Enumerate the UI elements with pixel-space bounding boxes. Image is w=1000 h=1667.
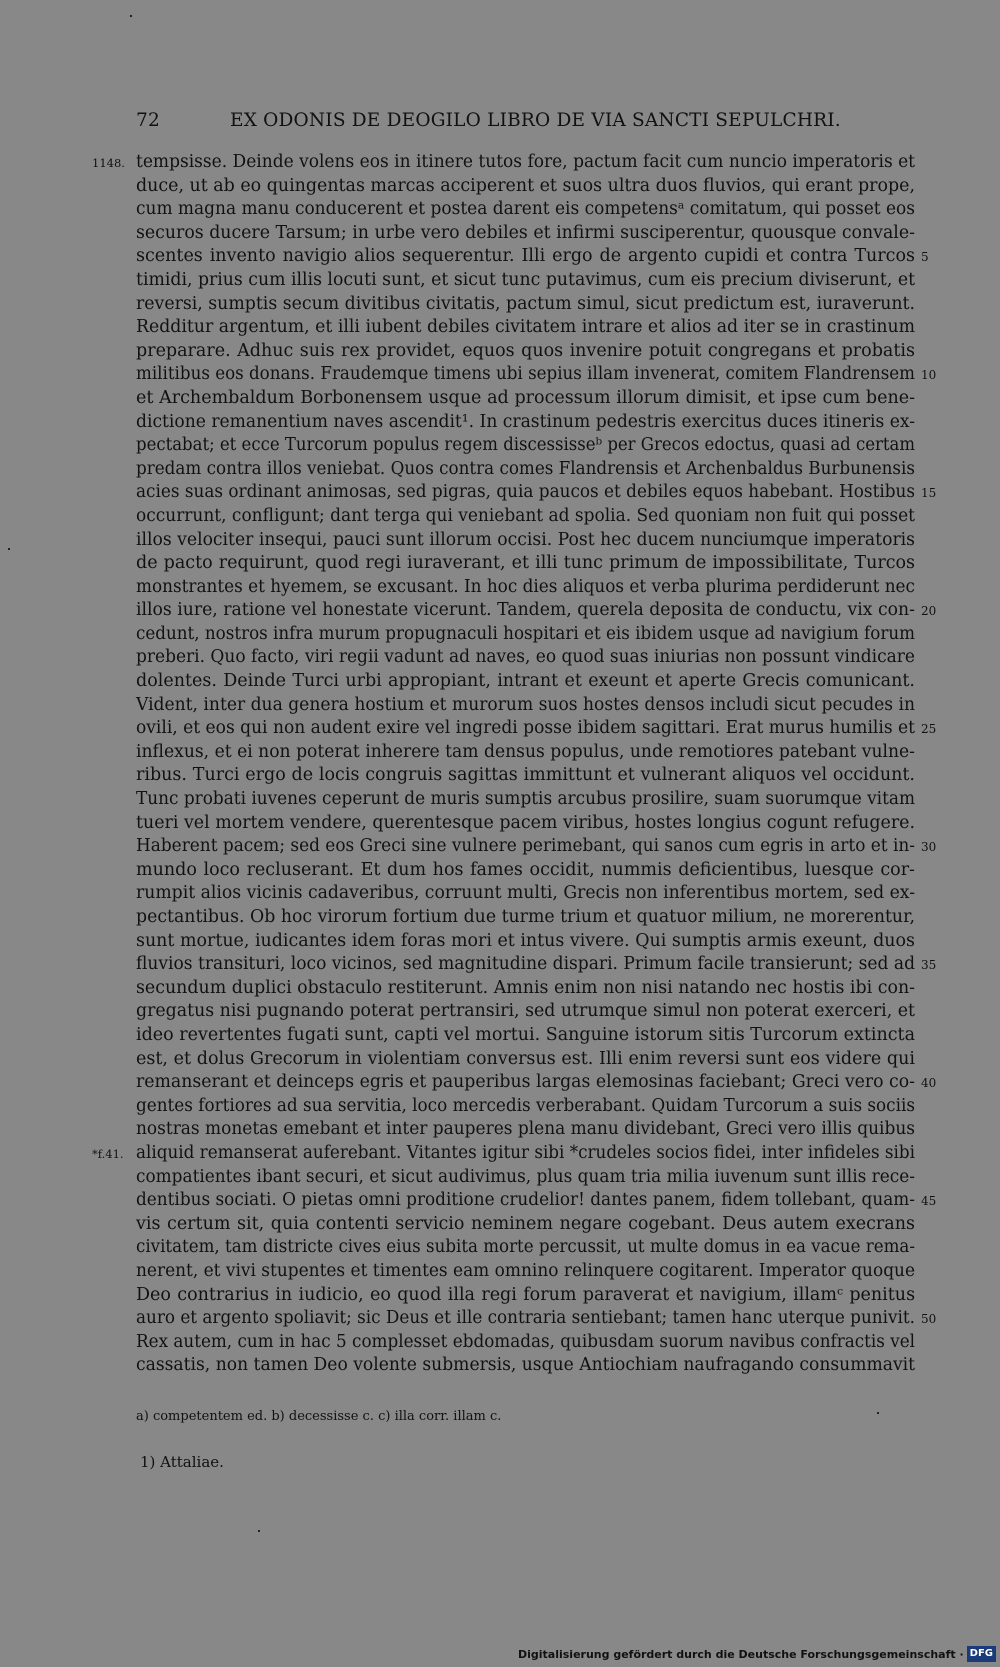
text-line-content: fluvios transituri, loco vicinos, sed magnitudine dispari. Primum facile transierunt; sed ad (136, 954, 916, 975)
line-number: 5 (921, 250, 929, 265)
text-line-content: gregatus nisi pugnando poterat pertransiri, sed utrumque simul non poterat exerceri, et (136, 1001, 915, 1022)
text-line-content: scentes invento navigio alios sequerentur. Illi ergo de argento cupidi et contra Turcos (136, 246, 915, 267)
text-line (136, 930, 915, 954)
text-line (136, 1331, 915, 1355)
text-line-content: mundo loco recluserant. Et dum hos fames occidit, nummis deficientibus, luesque cor- (136, 859, 915, 880)
text-line (92, 1142, 915, 1166)
text-line-content: preberi. Quo facto, viri regii vadunt ad naves, eo quod suas iniurias non possunt vindicare (136, 647, 915, 668)
text-line (136, 552, 915, 576)
text-line (136, 316, 915, 340)
text-line (136, 175, 915, 199)
footnote-1: 1) Attaliae. (140, 1453, 224, 1471)
text-line-content: et Archembaldum Borbonensem usque ad processum illorum dimisit, et ipse cum bene- (136, 387, 916, 408)
text-line (136, 1024, 915, 1048)
text-line (136, 1118, 915, 1142)
page-number: 72 (136, 110, 160, 131)
text-line (136, 835, 937, 859)
text-line (136, 458, 915, 482)
text-line-content: auro et argento spoliavit; sic Deus et ille contraria sentiebant; tamen hanc uterque punivit. (136, 1308, 915, 1329)
text-line-content: civitatem, tam districte cives eius subita morte percussit, ut multe domus in ea vacue rema- (136, 1237, 915, 1258)
text-line (136, 293, 915, 317)
text-line (136, 977, 915, 1001)
credit-text: Digitalisierung gefördert durch die Deutsche Forschungsgemeinschaft · (517, 1647, 964, 1661)
text-line (136, 363, 937, 387)
text-line-content: acies suas ordinant animosas, sed pigras, quia paucos et debiles equos habebant. Hostibus (136, 482, 916, 503)
text-line-content: timidi, prius cum illis locuti sunt, et sicut tunc putavimus, cum eis precium diviserunt, et (136, 269, 916, 290)
text-line-content: Tunc probati iuvenes ceperunt de muris sumptis arcubus prosilire, suam suorumque vitam (136, 789, 915, 810)
text-line (136, 1095, 915, 1119)
text-line-content: aliquid remanserat auferebant. Vitantes igitur sibi *crudeles socios fidei, inter infideles sibi (136, 1142, 915, 1163)
scan-speck (8, 548, 10, 550)
text-line (136, 1236, 915, 1260)
main-text (92, 151, 937, 1378)
text-line-content: cassatis, non tamen Deo volente submersis, usque Antiochiam naufragando consummavit (136, 1355, 916, 1376)
text-line (136, 340, 915, 364)
dfg-credit (518, 1645, 996, 1663)
text-line (136, 481, 937, 505)
text-line (136, 953, 937, 977)
text-line-content: Vident, inter dua genera hostium et murorum suos hostes densos includi sicut pecudes in (136, 694, 916, 715)
text-line-content: occurrunt, confligunt; dant terga qui veniebant ad spolia. Sed quoniam non fuit qui posset (136, 505, 915, 526)
line-number: 50 (921, 1312, 937, 1327)
text-line-content: monstrantes et hyemem, se excusant. In hoc dies aliquos et verba plurima perdiderunt nec (136, 576, 915, 597)
text-line (136, 741, 915, 765)
text-line (136, 198, 915, 222)
text-line (136, 812, 915, 836)
text-line-content: illos iure, ratione vel honestate vicerunt. Tandem, querela deposita de conductu, vix con- (136, 600, 915, 621)
text-line (136, 222, 915, 246)
text-line-content: dictione remanentium naves ascendit¹. In crastinum pedestris exercitus duces itineris ex- (136, 411, 916, 432)
text-line-content: nostras monetas emebant et inter pauperes plena manu dividebant, Greci vero illis quibus (136, 1119, 915, 1140)
text-line (136, 387, 915, 411)
text-line-content: cedunt, nostros infra murum propugnaculi hospitari et eis ibidem usque ad navigium forum (136, 623, 915, 644)
text-line-content: pectantibus. Ob hoc virorum fortium due turme trium et quatuor milium, ne morerentur, (136, 907, 915, 927)
text-line-content: pectabat; et ecce Turcorum populus regem discessisseᵇ per Grecos edoctus, quasi ad certam (136, 435, 916, 456)
text-line-content: nerent, et vivi stupentes et timentes eam omnino relinquere cogitarent. Imperator quoque (136, 1260, 916, 1281)
text-line-content: Deo contrarius in iudicio, eo quod illa regi forum paraverat et navigium, illamᶜ penitus (136, 1284, 916, 1305)
line-number: 20 (921, 604, 937, 619)
text-line (136, 670, 915, 694)
text-line (136, 694, 915, 718)
text-line (136, 646, 915, 670)
text-line (136, 882, 915, 906)
scan-speck (877, 1412, 879, 1414)
text-line-content: tempsisse. Deinde volens eos in itinere tutos fore, pactum facit cum nuncio imperatoris et (136, 152, 916, 172)
text-line (136, 859, 915, 883)
text-line-content: secundum duplici obstaculo restiterunt. Amnis enim non nisi natando nec hostis ibi con- (136, 977, 916, 998)
text-line-content: de pacto requirunt, quod regi iuraverant, et illi tunc primum de impossibilitate, Turcos (136, 553, 916, 574)
text-line (136, 505, 915, 529)
line-number: 10 (921, 368, 937, 383)
apparatus-note: a) competentem ed. b) decessisse c. c) illa corr. illam c. (136, 1409, 502, 1424)
text-line-content: vis certum sit, quia contenti servicio neminem negare cogebant. Deus autem execrans (136, 1213, 915, 1234)
line-number: 15 (921, 486, 937, 501)
text-line (136, 1284, 915, 1308)
running-title: EX ODONIS DE DEOGILO LIBRO DE VIA SANCTI SEPULCHRI. (230, 110, 841, 131)
text-line (136, 434, 915, 458)
text-line (136, 906, 915, 930)
text-line (136, 576, 915, 600)
dfg-logo-icon: DFG (967, 1646, 996, 1662)
text-line (136, 1071, 937, 1095)
text-line (136, 1000, 915, 1024)
text-line-content: securos ducere Tarsum; in urbe vero debiles et infirmi susciperentur, quousque convale- (136, 222, 915, 243)
text-line (136, 1354, 915, 1378)
text-line (136, 1048, 915, 1072)
text-line-content: ovili, et eos qui non audent exire vel ingredi posse ibidem sagittari. Erat murus humilis et (136, 718, 916, 739)
text-line-content: reversi, sumptis secum divitibus civitatis, pactum simul, sicut predictum est, iuraverunt. (136, 293, 916, 314)
text-line (136, 269, 915, 293)
text-line-content: cum magna manu conducerent et postea darent eis competensᵃ comitatum, qui posset eos (136, 199, 915, 220)
scan-speck (130, 15, 132, 17)
text-line-content: gentes fortiores ad sua servitia, loco mercedis verberabant. Quidam Turcorum a suis sociis (136, 1095, 915, 1116)
line-number: 25 (921, 722, 937, 737)
text-line-content: ribus. Turci ergo de locis congruis sagittas immittunt et vulnerant aliquos vel occidunt. (136, 765, 915, 786)
text-line-content: compatientes ibant securi, et sicut audivimus, plus quam tria milia iuvenum sunt illis rece- (136, 1166, 915, 1187)
text-line (136, 788, 915, 812)
margin-year: 1148. (92, 156, 125, 170)
text-line-content: ideo revertentes fugati sunt, capti vel mortui. Sanguine istorum sitis Turcorum extincta (136, 1024, 916, 1045)
text-line-content: sunt mortue, iudicantes idem foras mori et intus vivere. Qui sumptis armis exeunt, duos (136, 930, 915, 951)
text-line (136, 717, 937, 741)
text-line-content: inflexus, et ei non poterat inherere tam densus populus, unde remotiores patebant vulne- (136, 741, 915, 762)
text-line-content: militibus eos donans. Fraudemque timens ubi sepius illam invenerat, comitem Flandrensem (136, 364, 916, 385)
text-line (92, 151, 916, 175)
text-line-content: dentibus sociati. O pietas omni proditione crudelior! dantes panem, fidem tollebant, quam- (136, 1190, 915, 1211)
line-number: 35 (921, 958, 937, 973)
line-number: 40 (921, 1076, 937, 1091)
text-line (136, 1166, 915, 1190)
text-line-content: illos velociter insequi, pauci sunt illorum occisi. Post hec ducem nunciumque imperatoris (136, 529, 915, 550)
text-line-content: dolentes. Deinde Turci urbi appropiant, intrant et exeunt et aperte Grecis comunicant. (136, 671, 915, 692)
text-line-content: duce, ut ab eo quingentas marcas acciperent et suos ultra duos fluvios, qui erant prope, (136, 175, 916, 196)
text-line-content: preparare. Adhuc suis rex providet, equos quos invenire potuit congregans et probatis (136, 340, 915, 361)
text-line (136, 411, 915, 435)
text-line (136, 623, 915, 647)
page-header (136, 110, 876, 140)
text-line-content: est, et dolus Grecorum in violentiam conversus est. Illi enim reversi sunt eos videre qui (136, 1048, 915, 1069)
text-line (136, 1307, 937, 1331)
text-line (136, 529, 915, 553)
line-number: 45 (921, 1194, 937, 1209)
text-line (136, 1213, 915, 1237)
text-line-content: predam contra illos veniebat. Quos contra comes Flandrensis et Archenbaldus Burbunensis (136, 458, 915, 479)
scan-speck (258, 1530, 260, 1532)
text-line-content: remanserant et deinceps egris et pauperibus largas elemosinas faciebant; Greci vero co- (136, 1072, 915, 1093)
text-line-content: rumpit alios vicinis cadaveribus, corruunt multi, Grecis non inferentibus mortem, sed ex- (136, 883, 916, 904)
margin-folio: *f.41. (92, 1146, 124, 1161)
text-line-content: Redditur argentum, et illi iubent debiles civitatem intrare et alios ad iter se in crastinum (136, 317, 916, 338)
text-line (136, 1189, 937, 1213)
text-line-content: Rex autem, cum in hac 5 complesset ebdomadas, quibusdam suorum navibus confractis vel (136, 1331, 916, 1352)
text-line-content: Haberent pacem; sed eos Greci sine vulnere perimebant, qui sanos cum egris in arto et in- (136, 836, 915, 857)
line-number: 30 (921, 840, 937, 855)
text-line (136, 764, 915, 788)
text-line (136, 245, 929, 269)
text-line-content: tueri vel mortem vendere, querentesque pacem viribus, hostes longius cogunt refugere. (136, 812, 916, 833)
text-line (136, 1260, 915, 1284)
text-line (136, 599, 937, 623)
